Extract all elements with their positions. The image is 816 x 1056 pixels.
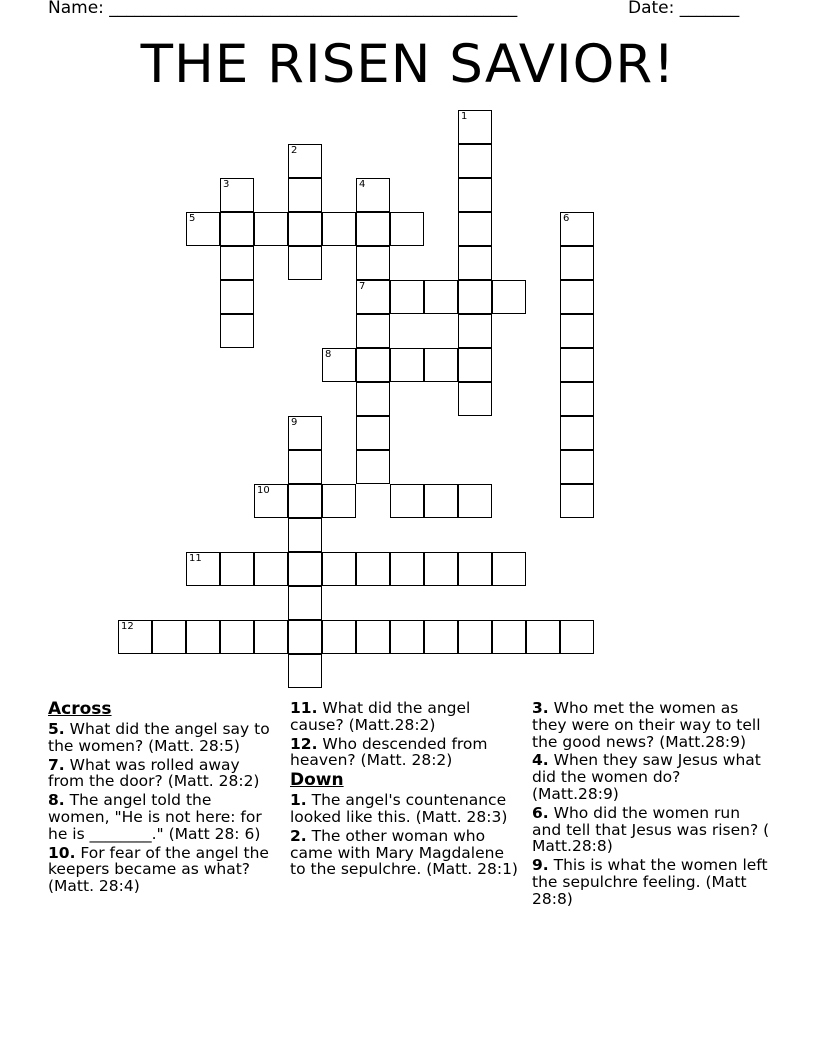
grid-cell[interactable] <box>288 484 322 518</box>
grid-cell[interactable] <box>424 552 458 586</box>
grid-cell[interactable] <box>254 212 288 246</box>
grid-cell[interactable] <box>254 552 288 586</box>
clue-number: 3 <box>223 179 230 190</box>
grid-cell[interactable] <box>288 212 322 246</box>
grid-cell[interactable] <box>356 552 390 586</box>
clue-number: 12 <box>121 621 134 632</box>
date-field-label: Date: _______ <box>628 0 740 18</box>
grid-cell[interactable] <box>254 484 288 518</box>
grid-cell[interactable] <box>492 280 526 314</box>
clue-number: 10 <box>257 485 270 496</box>
grid-cell[interactable] <box>118 620 152 654</box>
page-title: THE RISEN SAVIOR! <box>140 34 676 95</box>
grid-cell[interactable] <box>288 416 322 450</box>
grid-cell[interactable] <box>424 280 458 314</box>
clue-number: 2 <box>291 145 298 156</box>
clue-down-9: 9. This is what the women left the sepulchre feeling. (Matt 28:8) <box>532 856 768 908</box>
grid-cell[interactable] <box>220 178 254 212</box>
grid-cell[interactable] <box>560 382 594 416</box>
grid-cell[interactable] <box>288 450 322 484</box>
grid-cell[interactable] <box>390 212 424 246</box>
clue-column-1 <box>48 700 273 897</box>
clue-number: 5 <box>189 213 196 224</box>
grid-cell[interactable] <box>356 416 390 450</box>
grid-cell[interactable] <box>560 620 594 654</box>
clue-number: 11 <box>189 553 202 564</box>
grid-cell[interactable] <box>492 552 526 586</box>
clue-column-3 <box>532 700 772 910</box>
grid-cell[interactable] <box>186 620 220 654</box>
grid-cell[interactable] <box>220 246 254 280</box>
grid-cell[interactable] <box>220 314 254 348</box>
grid-cell[interactable] <box>220 212 254 246</box>
grid-cell[interactable] <box>424 620 458 654</box>
grid-cell[interactable] <box>356 246 390 280</box>
grid-cell[interactable] <box>322 552 356 586</box>
clue-number: 8 <box>325 349 332 360</box>
grid-cell[interactable] <box>492 620 526 654</box>
grid-cell[interactable] <box>356 620 390 654</box>
grid-cell[interactable] <box>458 144 492 178</box>
grid-cell[interactable] <box>186 212 220 246</box>
grid-cell[interactable] <box>424 484 458 518</box>
grid-cell[interactable] <box>220 280 254 314</box>
grid-cell[interactable] <box>288 144 322 178</box>
clue-number: 4 <box>359 179 366 190</box>
grid-cell[interactable] <box>458 314 492 348</box>
grid-cell[interactable] <box>288 518 322 552</box>
clue-column-2 <box>290 700 520 880</box>
grid-cell[interactable] <box>560 484 594 518</box>
down-heading: Down <box>290 770 344 791</box>
grid-cell[interactable] <box>254 620 288 654</box>
grid-cell[interactable] <box>458 212 492 246</box>
clue-number: 1 <box>461 111 468 122</box>
clue-down-4: 4. When they saw Jesus what did the women do? (Matt.28:9) <box>532 751 761 803</box>
grid-cell[interactable] <box>458 348 492 382</box>
grid-cell[interactable] <box>560 280 594 314</box>
grid-cell[interactable] <box>356 212 390 246</box>
grid-cell[interactable] <box>560 416 594 450</box>
grid-cell[interactable] <box>322 348 356 382</box>
grid-cell[interactable] <box>220 552 254 586</box>
grid-cell[interactable] <box>322 212 356 246</box>
grid-cell[interactable] <box>322 484 356 518</box>
grid-cell[interactable] <box>288 552 322 586</box>
grid-cell[interactable] <box>458 620 492 654</box>
grid-cell[interactable] <box>390 348 424 382</box>
clue-across-8: 8. The angel told the women, "He is not here: for he is ________." (Matt 28: 6) <box>48 791 262 843</box>
grid-cell[interactable] <box>356 450 390 484</box>
grid-cell[interactable] <box>288 654 322 688</box>
grid-cell[interactable] <box>390 280 424 314</box>
clue-across-5: 5. What did the angel say to the women? (Matt. 28:5) <box>48 720 270 755</box>
grid-cell[interactable] <box>356 382 390 416</box>
grid-cell[interactable] <box>458 280 492 314</box>
clue-down-2: 2. The other woman who came with Mary Magdalene to the sepulchre. (Matt. 28:1) <box>290 826 518 879</box>
grid-cell[interactable] <box>390 620 424 654</box>
clue-across-11: 11. What did the angel cause? (Matt.28:2) <box>290 699 471 734</box>
grid-cell[interactable] <box>356 280 390 314</box>
grid-cell[interactable] <box>356 314 390 348</box>
clue-down-3: 3. Who met the women as they were on their way to tell the good news? (Matt.28:9) <box>532 699 761 751</box>
grid-cell[interactable] <box>322 620 356 654</box>
grid-cell[interactable] <box>458 552 492 586</box>
grid-cell[interactable] <box>560 450 594 484</box>
grid-cell[interactable] <box>186 552 220 586</box>
clue-down-1: 1. The angel's countenance looked like this. (Matt. 28:3) <box>290 791 508 826</box>
grid-cell[interactable] <box>220 620 254 654</box>
grid-cell[interactable] <box>526 620 560 654</box>
clue-number: 7 <box>359 281 366 292</box>
grid-cell[interactable] <box>458 178 492 212</box>
grid-cell[interactable] <box>560 314 594 348</box>
grid-cell[interactable] <box>458 246 492 280</box>
clue-down-6: 6. Who did the women run and tell that Jesus was risen? ( Matt.28:8) <box>532 803 770 856</box>
grid-cell[interactable] <box>390 552 424 586</box>
clue-across-10: 10. For fear of the angel the keepers became as what? (Matt. 28:4) <box>48 843 269 896</box>
grid-cell[interactable] <box>152 620 186 654</box>
grid-cell[interactable] <box>560 246 594 280</box>
name-field-label: Name: ________________________________________________ <box>48 0 518 18</box>
grid-cell[interactable] <box>458 382 492 416</box>
clue-across-7: 7. What was rolled away from the door? (Matt. 28:2) <box>48 755 260 791</box>
grid-cell[interactable] <box>288 620 322 654</box>
clue-across-12: 12. Who descended from heaven? (Matt. 28:2) <box>290 734 488 770</box>
grid-cell[interactable] <box>458 110 492 144</box>
grid-cell[interactable] <box>288 246 322 280</box>
grid-cell[interactable] <box>560 348 594 382</box>
grid-cell[interactable] <box>288 586 322 620</box>
across-heading: Across <box>48 699 112 719</box>
clue-number: 9 <box>291 417 298 428</box>
grid-cell[interactable] <box>356 178 390 212</box>
grid-cell[interactable] <box>458 484 492 518</box>
grid-cell[interactable] <box>288 178 322 212</box>
grid-cell[interactable] <box>356 348 390 382</box>
clue-number: 6 <box>563 213 570 224</box>
grid-cell[interactable] <box>390 484 424 518</box>
grid-cell[interactable] <box>560 212 594 246</box>
grid-cell[interactable] <box>424 348 458 382</box>
